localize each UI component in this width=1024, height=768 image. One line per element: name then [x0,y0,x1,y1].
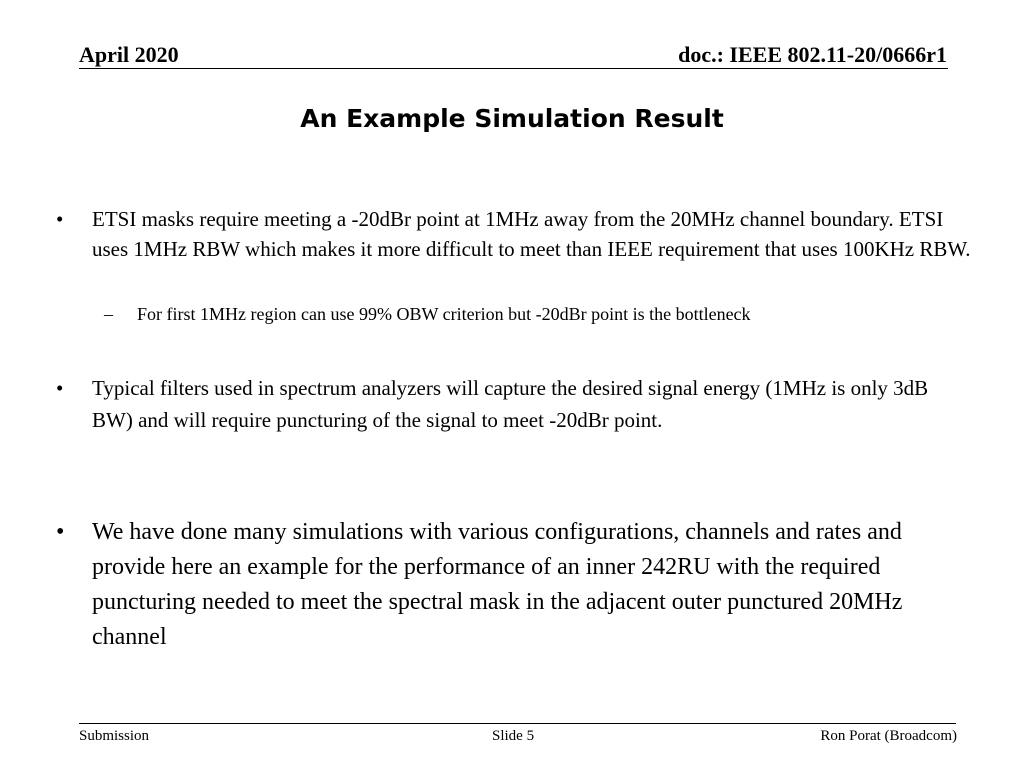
bullet-marker: • [56,207,64,231]
footer-divider [79,723,956,724]
bullet-text: Typical filters used in spectrum analyzers will capture the desired signal energy (1MHz is only 3dB BW) and will require puncturing of the signal to meet -20dBr point. [92,376,929,432]
bullet-text: We have done many simulations with various configurations, channels and rates and provide here an example for the performance of an inner 242RU with the required puncturing needed to meet the spectral mask in the adjacent outer punctured 20MHz channel [92,519,903,650]
bullet-marker: • [56,519,65,545]
footer-slide-number: Slide 5 [492,728,535,744]
footer-submission-label: Submission [79,728,150,744]
bullet-marker: • [56,376,64,400]
header-document-id: doc.: IEEE 802.11-20/0666r1 [678,42,947,67]
slide-title: An Example Simulation Result [300,104,724,133]
sub-bullet-text: For first 1MHz region can use 99% OBW criterion but -20dBr point is the bottleneck [137,304,751,324]
bullet-text: ETSI masks require meeting a -20dBr point at 1MHz away from the 20MHz channel boundary. ETSI uses 1MHz RBW which makes it more difficult to meet than IEEE requirement that uses 100KHz RBW. [92,207,971,261]
header-divider [79,68,948,69]
footer-author: Ron Porat (Broadcom) [820,728,957,744]
sub-bullet-marker: – [104,304,113,324]
header-date: April 2020 [79,42,179,67]
